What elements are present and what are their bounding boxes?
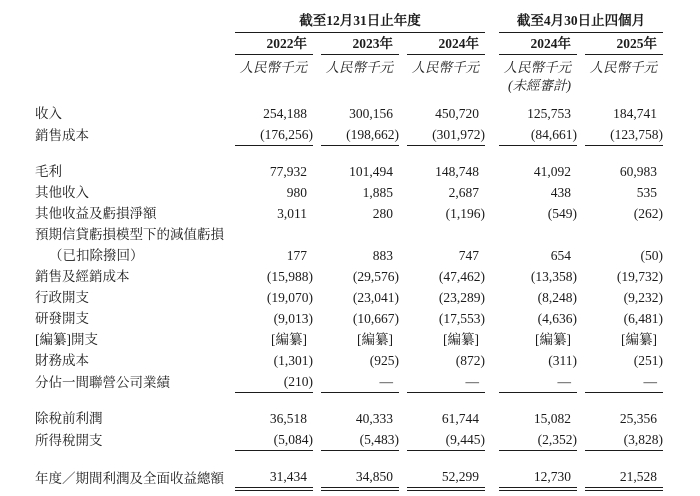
negative-value: (123,758) [610, 127, 664, 142]
column-gap [399, 266, 407, 287]
cell-value: 41,092 [533, 164, 572, 179]
table-row [35, 103, 663, 124]
column-gap [485, 429, 499, 451]
column-gap [485, 245, 499, 266]
cell-value: 148,748 [435, 164, 480, 179]
negative-value: (29,576) [352, 269, 399, 284]
column-gap [485, 103, 499, 124]
column-gap [313, 103, 321, 124]
column-gap [399, 371, 407, 393]
cell-value [321, 266, 399, 287]
negative-value: (210) [283, 374, 313, 389]
negative-value: (84,661) [530, 127, 578, 142]
cell-value: 31,434 [235, 466, 313, 489]
cell-value [407, 287, 485, 308]
cell-value: 254,188 [263, 106, 307, 121]
unaudited-note: (未經審計) [508, 78, 572, 93]
column-gap [577, 329, 585, 350]
header-spacer-cell [35, 33, 235, 55]
cell-value: 12,730 [499, 466, 577, 489]
column-gap [313, 161, 321, 182]
column-gap [313, 350, 321, 371]
note-row [35, 78, 663, 103]
note-cell [585, 78, 663, 103]
cell-value: [編纂] [621, 332, 658, 347]
period-group-annual: 截至12月31日止年度 [235, 10, 485, 33]
table-row [35, 329, 663, 350]
row-label: 預期信貸虧損模型下的減值虧損 [35, 227, 224, 242]
cell-value [407, 266, 485, 287]
column-gap [485, 182, 499, 203]
table-row [35, 161, 663, 182]
cell-value: 883 [372, 248, 393, 263]
cell-value: 52,299 [407, 466, 485, 489]
negative-value: (1,196) [445, 206, 486, 221]
row-label: 財務成本 [35, 353, 89, 368]
negative-value: (23,289) [438, 290, 486, 305]
column-gap [577, 33, 585, 55]
column-gap [399, 33, 407, 55]
income-statement-table [35, 10, 663, 491]
spacer-cell [35, 393, 663, 409]
column-gap [313, 371, 321, 393]
negative-value: (251) [633, 353, 664, 368]
cell-value [585, 308, 663, 329]
cell-value [321, 429, 399, 451]
negative-value: (47,462) [438, 269, 486, 284]
column-gap [313, 78, 321, 103]
negative-value: (5,084) [273, 432, 313, 447]
column-gap [485, 350, 499, 371]
cell-value [407, 124, 485, 146]
column-gap [577, 161, 585, 182]
negative-value: (2,352) [537, 432, 578, 447]
cell-value: 980 [286, 185, 307, 200]
cell-value: 177 [286, 248, 307, 263]
column-gap [399, 329, 407, 350]
column-gap [577, 408, 585, 429]
cell-value: 125,753 [527, 106, 572, 121]
cell-value [235, 429, 313, 451]
table-row [35, 124, 663, 146]
col-header-year-2022: 2022年 [235, 33, 313, 55]
negative-value: (9,232) [623, 290, 664, 305]
cell-value: — [585, 371, 663, 393]
negative-value: (10,667) [352, 311, 399, 326]
negative-value: (549) [547, 206, 578, 221]
cell-value: 77,932 [269, 164, 307, 179]
column-gap [313, 224, 321, 245]
row-label: 其他收入 [35, 185, 89, 200]
row-label: 行政開支 [35, 290, 89, 305]
cell-value: 1,885 [362, 185, 393, 200]
column-gap [485, 10, 499, 33]
negative-value: (8,248) [537, 290, 578, 305]
cell-value: 3,011 [277, 206, 307, 221]
cell-value [499, 224, 577, 245]
negative-value: (13,358) [530, 269, 578, 284]
table-row [35, 245, 663, 266]
column-gap [485, 466, 499, 489]
table-row [35, 308, 663, 329]
cell-value [407, 308, 485, 329]
column-gap [399, 124, 407, 146]
cell-value: [編纂] [357, 332, 393, 347]
cell-value [499, 350, 577, 371]
negative-value: (311) [548, 353, 578, 368]
cell-value [585, 429, 663, 451]
cell-value: 21,528 [585, 466, 663, 489]
column-gap [313, 429, 321, 451]
cell-value: — [499, 371, 577, 393]
column-gap [399, 224, 407, 245]
table-row [35, 408, 663, 429]
cell-value: 450,720 [435, 106, 480, 121]
column-gap [485, 203, 499, 224]
cell-value [235, 266, 313, 287]
cell-value [407, 203, 485, 224]
column-gap [577, 224, 585, 245]
column-gap [577, 124, 585, 146]
row-label: 所得稅開支 [35, 432, 103, 448]
cell-value [321, 308, 399, 329]
table-body [35, 103, 663, 489]
negative-value: (872) [455, 353, 486, 368]
negative-value: (176,256) [260, 127, 313, 142]
cell-value: 300,156 [349, 106, 393, 121]
year-header-row [35, 33, 663, 55]
cell-value [321, 350, 399, 371]
cell-value: [編纂] [443, 332, 480, 347]
cell-value [585, 224, 663, 245]
cell-value [499, 266, 577, 287]
table-row [35, 429, 663, 451]
cell-value: 535 [636, 185, 658, 200]
column-gap [399, 466, 407, 489]
negative-value: (301,972) [432, 127, 486, 142]
cell-value: [編纂] [271, 332, 307, 347]
table-header [35, 10, 663, 103]
column-gap [577, 245, 585, 266]
cell-value: 15,082 [533, 411, 572, 426]
header-spacer-cell [35, 10, 235, 33]
unit-row [35, 55, 663, 79]
column-gap [485, 78, 499, 103]
spacer-row [35, 393, 663, 409]
column-gap [577, 308, 585, 329]
table-row [35, 350, 663, 371]
cell-value: — [407, 371, 485, 393]
table-row [35, 266, 663, 287]
column-gap [485, 329, 499, 350]
column-gap [577, 287, 585, 308]
column-gap [313, 466, 321, 489]
row-label: 除稅前利潤 [35, 411, 103, 426]
negative-value: (5,483) [359, 432, 399, 447]
header-spacer-cell [35, 55, 235, 79]
cell-value [321, 124, 399, 146]
cell-value: 36,518 [269, 411, 307, 426]
cell-value [585, 245, 663, 266]
spacer-cell [35, 146, 663, 162]
column-gap [399, 350, 407, 371]
column-gap [313, 245, 321, 266]
cell-value [499, 124, 577, 146]
table-row [35, 224, 663, 245]
column-gap [485, 371, 499, 393]
cell-value: 747 [458, 248, 480, 263]
cell-value [235, 371, 313, 393]
column-gap [313, 329, 321, 350]
unit-label: 人民幣千元 [239, 60, 307, 75]
cell-value: 60,983 [619, 164, 658, 179]
cell-value: 34,850 [321, 466, 399, 489]
row-label: 年度／期間利潤及全面收益總額 [35, 471, 224, 486]
column-gap [399, 55, 407, 79]
negative-value: (198,662) [346, 127, 399, 142]
negative-value: (23,041) [352, 290, 399, 305]
negative-value: (9,013) [273, 311, 313, 326]
cell-value [235, 124, 313, 146]
column-gap [485, 124, 499, 146]
column-gap [399, 203, 407, 224]
column-gap [577, 103, 585, 124]
cell-value: 438 [550, 185, 572, 200]
column-gap [485, 308, 499, 329]
spacer-row [35, 146, 663, 162]
cell-value [499, 287, 577, 308]
column-gap [399, 161, 407, 182]
cell-value [407, 429, 485, 451]
column-gap [313, 182, 321, 203]
period-group-four-months: 截至4月30日止四個月 [499, 10, 663, 33]
cell-value [499, 308, 577, 329]
column-gap [485, 161, 499, 182]
column-gap [313, 287, 321, 308]
column-gap [485, 266, 499, 287]
cell-value [499, 429, 577, 451]
table-row [35, 182, 663, 203]
negative-value: (262) [633, 206, 664, 221]
column-gap [399, 287, 407, 308]
cell-value [585, 287, 663, 308]
cell-value [585, 350, 663, 371]
column-gap [577, 55, 585, 79]
row-label: 研發開支 [35, 311, 89, 326]
column-gap [399, 408, 407, 429]
negative-value: (4,636) [537, 311, 578, 326]
cell-value [321, 224, 399, 245]
column-gap [577, 182, 585, 203]
cell-value: 25,356 [619, 411, 658, 426]
cell-value [235, 224, 313, 245]
header-spacer-cell [35, 78, 235, 103]
col-header-year-2024: 2024年 [407, 33, 485, 55]
column-gap [485, 408, 499, 429]
row-label: 收入 [35, 106, 62, 121]
cell-value: [編纂] [535, 332, 572, 347]
cell-value: 2,687 [448, 185, 480, 200]
spacer-cell [35, 451, 663, 467]
row-label: 分佔一間聯營公司業績 [35, 374, 170, 390]
cell-value [499, 203, 577, 224]
negative-value: (15,988) [266, 269, 313, 284]
column-gap [313, 55, 321, 79]
cell-value [585, 124, 663, 146]
column-gap [577, 466, 585, 489]
cell-value: 654 [550, 248, 572, 263]
col-header-year-2023: 2023年 [321, 33, 399, 55]
column-gap [313, 203, 321, 224]
negative-value: (925) [369, 353, 399, 368]
column-gap [577, 78, 585, 103]
row-label: 其他收益及虧損淨額 [35, 206, 157, 221]
column-gap [313, 33, 321, 55]
column-gap [313, 266, 321, 287]
cell-value [585, 266, 663, 287]
column-gap [485, 224, 499, 245]
period-group-row [35, 10, 663, 33]
row-label: 銷售成本 [35, 127, 89, 143]
cell-value: 280 [372, 206, 393, 221]
column-gap [313, 124, 321, 146]
column-gap [313, 308, 321, 329]
column-gap [577, 350, 585, 371]
cell-value [585, 203, 663, 224]
note-cell [321, 78, 399, 103]
cell-value [235, 308, 313, 329]
negative-value: (1,301) [273, 353, 313, 368]
row-label: 毛利 [35, 164, 62, 179]
column-gap [399, 78, 407, 103]
row-label: [編纂]開支 [35, 332, 98, 347]
table-row [35, 466, 663, 489]
unit-label: 人民幣千元 [325, 60, 393, 75]
column-gap [577, 203, 585, 224]
column-gap [577, 371, 585, 393]
column-gap [399, 182, 407, 203]
column-gap [577, 429, 585, 451]
table-row [35, 287, 663, 308]
row-label: （已扣除撥回） [49, 248, 144, 263]
negative-value: (19,732) [616, 269, 664, 284]
negative-value: (50) [640, 248, 664, 263]
column-gap [399, 308, 407, 329]
negative-value: (17,553) [438, 311, 486, 326]
negative-value: (6,481) [623, 311, 664, 326]
cell-value: — [321, 371, 399, 393]
column-gap [577, 266, 585, 287]
unit-label: 人民幣千元 [411, 60, 480, 75]
negative-value: (19,070) [266, 290, 313, 305]
cell-value: 61,744 [441, 411, 480, 426]
note-cell [407, 78, 485, 103]
spacer-row [35, 451, 663, 467]
negative-value: (3,828) [623, 432, 664, 447]
cell-value [235, 350, 313, 371]
col-header-year-2025: 2025年 [585, 33, 663, 55]
column-gap [485, 33, 499, 55]
table-row [35, 203, 663, 224]
column-gap [313, 408, 321, 429]
cell-value [407, 224, 485, 245]
cell-value [235, 287, 313, 308]
unit-label: 人民幣千元 [589, 60, 658, 75]
column-gap [485, 287, 499, 308]
cell-value: 184,741 [613, 106, 658, 121]
note-cell [235, 78, 313, 103]
cell-value [407, 350, 485, 371]
column-gap [399, 103, 407, 124]
table-row [35, 371, 663, 393]
cell-value: 40,333 [355, 411, 393, 426]
row-label: 銷售及經銷成本 [35, 269, 130, 284]
column-gap [399, 245, 407, 266]
negative-value: (9,445) [445, 432, 486, 447]
cell-value: 101,494 [349, 164, 393, 179]
column-gap [399, 429, 407, 451]
col-header-year-2024-interim: 2024年 [499, 33, 577, 55]
column-gap [485, 55, 499, 79]
cell-value [321, 287, 399, 308]
unit-label: 人民幣千元 [503, 60, 572, 75]
